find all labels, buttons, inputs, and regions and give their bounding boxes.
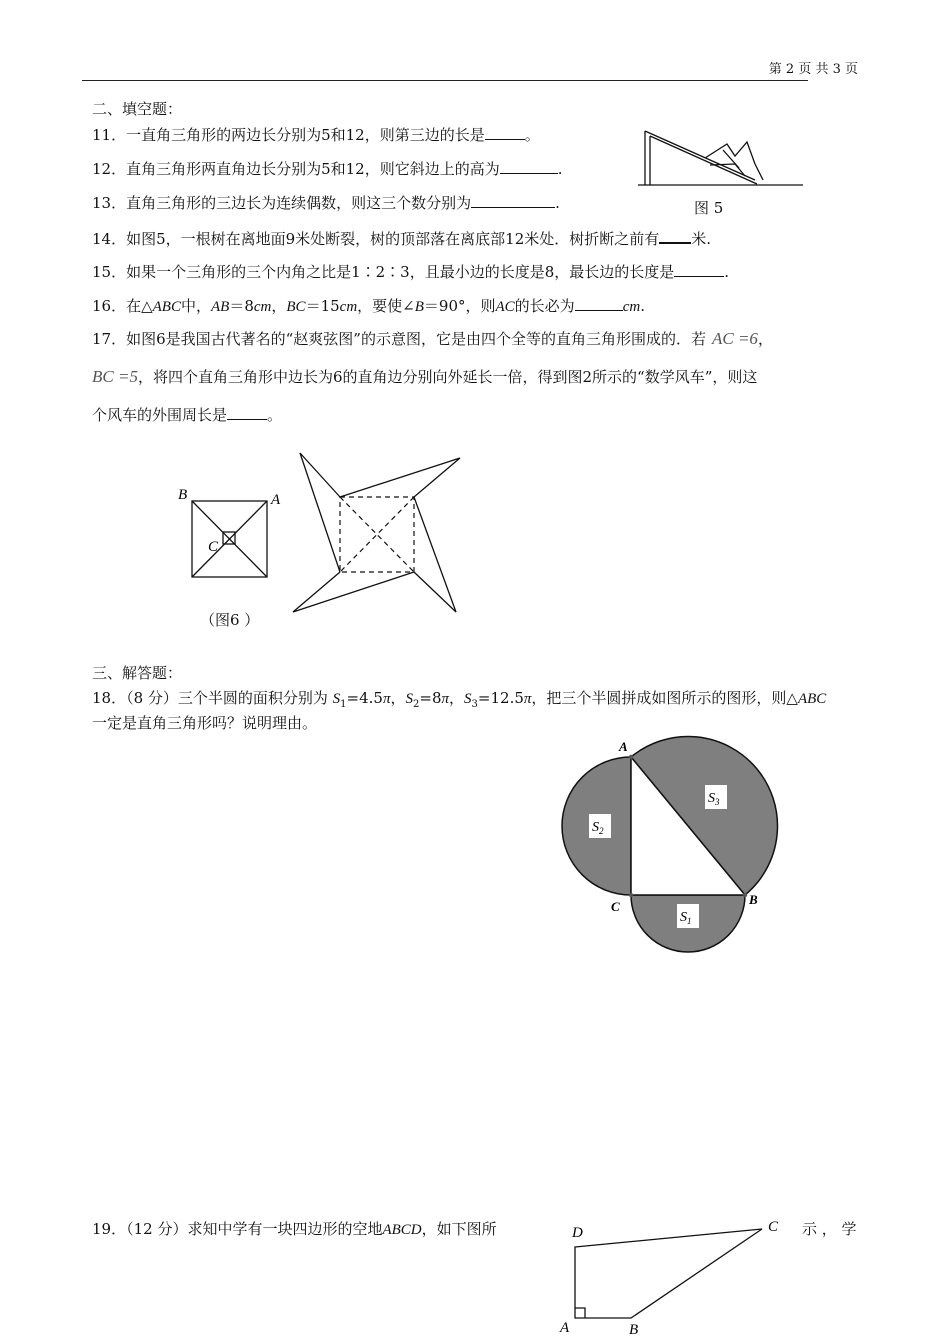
- header-rule: [82, 80, 808, 81]
- question-19-tail: 示 ， 学: [802, 1220, 857, 1238]
- label-a: A: [271, 492, 281, 508]
- question-19: 19．（12 分）求知中学有一块四边形的空地ABCD，如下图所: [92, 1220, 497, 1238]
- label-b: B: [749, 892, 758, 907]
- label-d: D: [572, 1225, 583, 1241]
- label-b: B: [178, 487, 188, 503]
- figure-19-quadrilateral: [555, 1212, 795, 1344]
- answer-blank[interactable]: [500, 159, 558, 174]
- question-16: 16．在△ABC中，AB＝8cm，BC＝15cm，要使∠B＝90°，则AC的长必为 cm.: [92, 297, 645, 315]
- question-17-line1: 17．如图6是我国古代著名的“赵爽弦图”的示意图，它是由四个全等的直角三角形围成的．若 AC =6，: [92, 329, 773, 348]
- label-c: C: [768, 1219, 779, 1235]
- section-title-answer: 三、解答题：: [92, 664, 183, 682]
- answer-blank[interactable]: [485, 125, 525, 140]
- figure-18-semicircles: [545, 730, 795, 965]
- answer-blank[interactable]: [575, 296, 623, 311]
- answer-blank[interactable]: [674, 262, 724, 277]
- label-b: B: [629, 1322, 639, 1338]
- page-number: 第 2 页 共 3 页: [768, 62, 858, 77]
- figure-6-math-windmill: [288, 450, 468, 620]
- label-s1: $S_1$: [680, 910, 692, 926]
- section-title-fill-in: 二、填空题：: [92, 100, 183, 118]
- figure-6-caption: （图6 ）: [200, 611, 260, 629]
- question-12: 12．直角三角形两直角边长分别为5和12，则它斜边上的高为 .: [92, 160, 563, 178]
- question-15: 15．如果一个三角形的三个内角之比是1∶2∶3，且最小边的长度是8，最长边的长度是 .: [92, 263, 730, 281]
- question-18-line2: 一定是直角三角形吗？说明理由。: [92, 714, 318, 732]
- question-18-line1: 18．（8 分）三个半圆的面积分别为 $S_1=4.5\pi$，$S_2=8\pi$，$S_3=12.5\pi$，把三个半圆拼成如图所示的图形，则△ABC: [92, 689, 827, 710]
- label-s3: $S_3$: [708, 791, 720, 807]
- figure-5-broken-tree: [635, 120, 810, 200]
- answer-blank[interactable]: [227, 405, 267, 420]
- question-14: 14．如图5，一根树在离地面9米处断裂，树的顶部落在离底部12米处．树折断之前有 米.: [92, 230, 712, 248]
- label-c: C: [208, 539, 219, 555]
- label-a: A: [560, 1320, 570, 1336]
- label-a: A: [619, 739, 628, 754]
- question-13: 13．直角三角形的三边长为连续偶数，则这三个数分别为 .: [92, 194, 560, 212]
- answer-blank[interactable]: [659, 228, 691, 244]
- question-11: 11．一直角三角形的两边长分别为5和12，则第三边的长是 。: [92, 126, 540, 144]
- label-s2: $S_2$: [592, 820, 604, 836]
- figure-5-caption: 图 5: [694, 199, 724, 217]
- label-c: C: [611, 899, 620, 914]
- question-17-line3: 个风车的外围周长是 。: [92, 406, 283, 424]
- question-17-line2: BC =5，将四个直角三角形中边长为6的直角边分别向外延长一倍，得到图2所示的“数学风车”，则这: [92, 367, 758, 386]
- figure-6-zhao-shuang-diagram: [175, 480, 285, 590]
- answer-blank[interactable]: [471, 193, 555, 208]
